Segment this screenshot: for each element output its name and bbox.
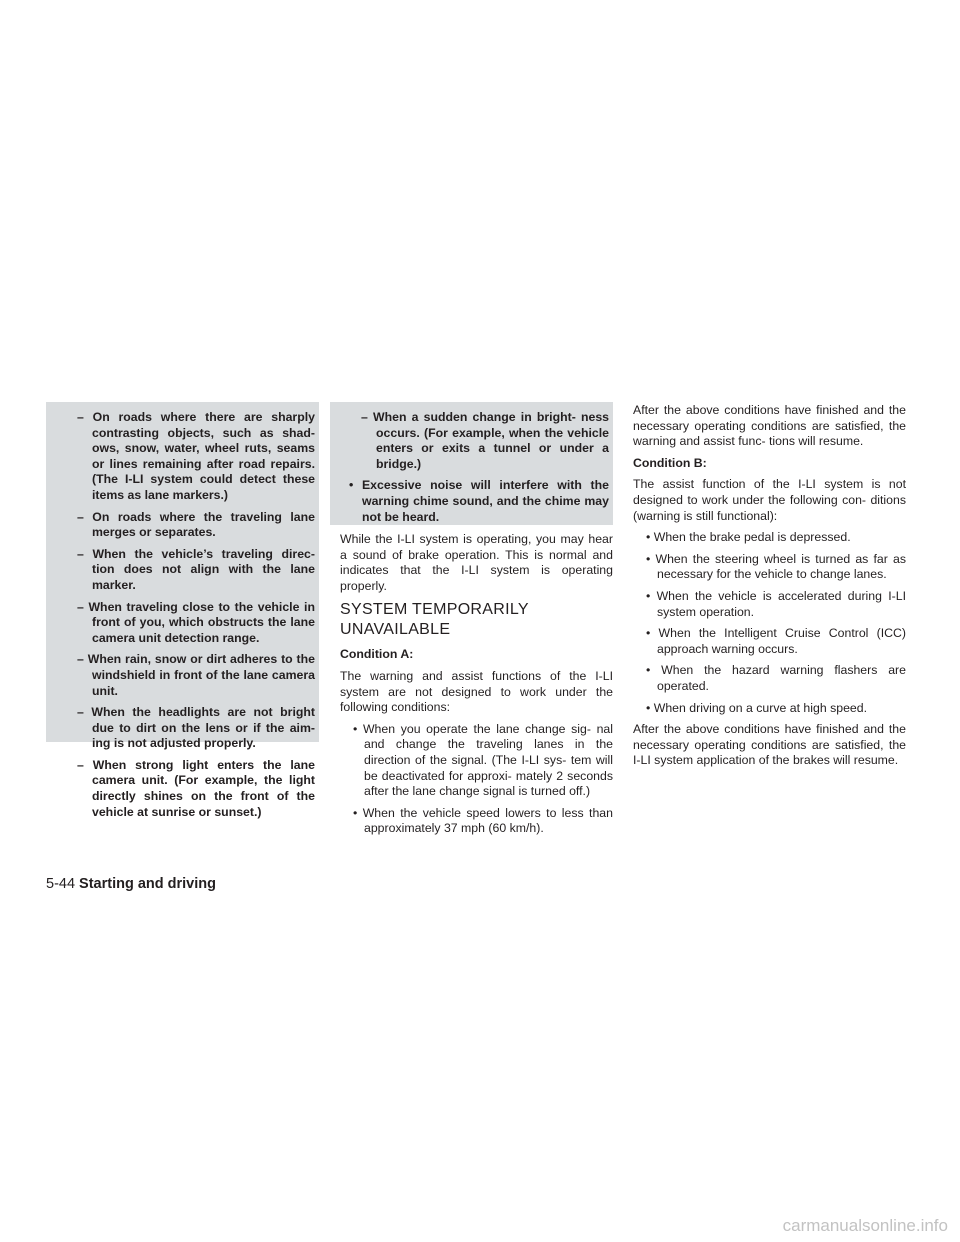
- column-middle: [340, 532, 613, 843]
- list-item: • Excessive noise will interfere with the warning chime sound, and the chime may not be heard.: [338, 478, 609, 525]
- warning-box-middle: [330, 402, 613, 525]
- watermark: carmanualsonline.info: [782, 1216, 948, 1235]
- list-item: – When the headlights are not bright due to dirt on the lens or if the aim- ing is not adjusted properly.: [54, 705, 315, 752]
- paragraph: While the I-LI system is operating, you may hear a sound of brake operation. This is normal and indicates that the I-LI system is operating properly.: [340, 532, 613, 593]
- section-heading: SYSTEM TEMPORARILY UNAVAILABLE: [340, 601, 529, 639]
- column-right: [633, 403, 906, 775]
- paragraph: After the above conditions have finished and the necessary operating conditions are satisfied, the warning and assist func- tions will resume.: [633, 403, 906, 449]
- list-item: • When you operate the lane change sig- nal and change the traveling lanes in the direction of the signal. (The I-LI sys- tem will be deactivated for approxi- mately 2 seconds after the lane change signal is turned off.): [340, 722, 613, 800]
- list-item: • When the hazard warning flashers are operated.: [633, 663, 906, 694]
- list-item: – When strong light enters the lane camera unit. (For example, the light directly shines on the front of the vehicle at sunrise or sunset.): [54, 758, 315, 820]
- section-title: Starting and driving: [79, 876, 216, 892]
- paragraph: The warning and assist functions of the I-LI system are not designed to work under the following conditions:: [340, 668, 613, 715]
- condition-a-label: Condition A:: [340, 647, 414, 662]
- page-number: 5-44: [46, 876, 76, 892]
- list-item: • When the steering wheel is turned as far as necessary for the vehicle to change lanes.: [633, 552, 906, 583]
- list-item: • When driving on a curve at high speed.: [633, 701, 906, 717]
- list-item: • When the vehicle speed lowers to less than approximately 37 mph (60 km/h).: [340, 806, 613, 837]
- warning-box-left: [46, 402, 319, 819]
- list-item: • When the Intelligent Cruise Control (ICC) approach warning occurs.: [633, 626, 906, 657]
- list-item: • When the brake pedal is depressed.: [633, 530, 906, 546]
- list-item: – When a sudden change in bright- ness occurs. (For example, when the vehicle enters or exits a tunnel or under a bridge.): [338, 410, 609, 472]
- list-item: – When rain, snow or dirt adheres to the windshield in front of the lane camera unit.: [54, 652, 315, 699]
- paragraph: After the above conditions have finished and the necessary operating conditions are satisfied, the I-LI system application of the brakes will resume.: [633, 722, 906, 768]
- list-item: • When the vehicle is accelerated during I-LI system operation.: [633, 589, 906, 620]
- list-item: – On roads where the traveling lane merges or separates.: [54, 510, 315, 541]
- list-item: – When traveling close to the vehicle in front of you, which obstructs the lane camera unit detection range.: [54, 600, 315, 647]
- list-item: – On roads where there are sharply contrasting objects, such as shad- ows, snow, water, wheel ruts, seams or lines remaining after road repairs. (The I-LI system could detect these items as lane markers.): [54, 410, 315, 504]
- paragraph: The assist function of the I-LI system is not designed to work under the following con- ditions (warning is still functional):: [633, 477, 906, 523]
- page-footer: [46, 876, 216, 892]
- list-item: – When the vehicle’s traveling direc- tion does not align with the lane marker.: [54, 547, 315, 594]
- condition-b-label: Condition B:: [633, 455, 707, 470]
